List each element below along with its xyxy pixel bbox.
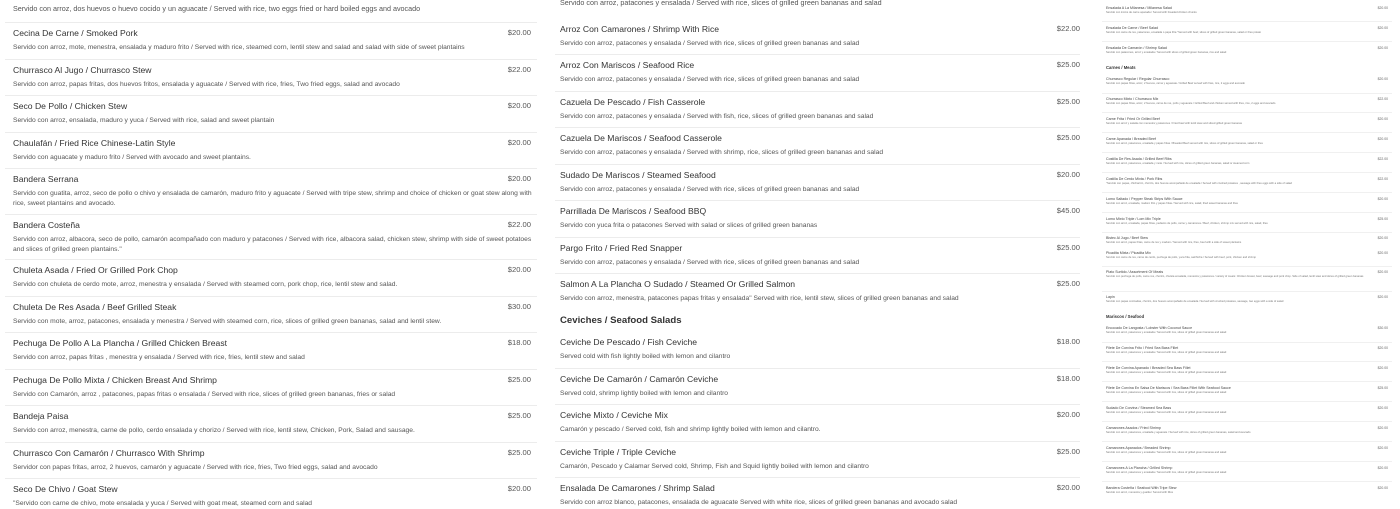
item-price: $20.00 xyxy=(1377,117,1388,121)
menu-item-pechuga-mixta[interactable] xyxy=(13,375,537,400)
item-description: Servido con arroz, menestra y guatita / Served with Rice xyxy=(1106,491,1174,494)
item-description: Servido con arroz, patacones y ensalada / Served with rice, slices of grilled green bananas and salad xyxy=(1106,371,1227,374)
item-price: $20.00 xyxy=(507,28,531,37)
item-price: $25.00 xyxy=(1377,217,1388,221)
menu-item[interactable] xyxy=(1106,46,1388,55)
item-name: Chuleta Asada / Fried Or Grilled Pork Chop xyxy=(13,265,178,275)
menu-item-ceviche-triple[interactable] xyxy=(560,447,1080,472)
item-description: Servido con mote, arroz, patacones, ensalada y menestra / Served with steamed corn, rice, slices of grilled green bananas, salad and lentil stew. xyxy=(13,318,442,325)
item-description: Servido con arroz, patacones y ensalada / Served with rice, slices of grilled green bananas and salad xyxy=(1106,391,1227,394)
menu-item[interactable] xyxy=(1106,97,1388,106)
item-price: $20.00 xyxy=(1377,46,1388,50)
item-name: Costilla De Cerdo Mixta / Pork Ribs xyxy=(1106,177,1163,181)
menu-item-bandera-costena[interactable] xyxy=(13,220,537,255)
item-name: Camarones A La Plancha / Grilled Shrimp xyxy=(1106,466,1173,470)
item-description: Servidor con papas fritas, arroz, 2 huevos, camarón y aguacate / Served with rice, fries, Two fried eggs, salad and avocado xyxy=(13,464,378,471)
item-price: $18.00 xyxy=(1056,337,1080,346)
section-title: Carnes / Meats xyxy=(1106,65,1136,70)
item-name: Cazuela De Mariscos / Seafood Casserole xyxy=(560,133,722,143)
item-name: Ensalada De Camarones / Shrimp Salad xyxy=(560,483,715,493)
menu-column-middle xyxy=(555,0,1085,506)
item-price: $22.00 xyxy=(1377,97,1388,101)
item-price: $18.00 xyxy=(507,338,531,347)
item-name: Plato Surtido / Assortment Of Meats xyxy=(1106,270,1164,274)
menu-item-sudado-mariscos[interactable] xyxy=(560,170,1080,195)
item-description: "Servido con papas, chicharrón, chorizo, dos huevos acompañado de ensalada / Served with crushed potatoes , sausage with fries eggs with a side of salad xyxy=(1106,182,1292,185)
menu-item-pargo-frito[interactable] xyxy=(560,243,1080,268)
menu-item[interactable] xyxy=(1106,486,1388,495)
menu-item[interactable] xyxy=(1106,386,1388,395)
section-title: Mariscos / Seafood xyxy=(1106,314,1145,319)
item-description: Servido con arroz, patacones, ensalada y mote / Served with rice, slices of grilled green bananas, salad or steamed corn xyxy=(1106,162,1250,165)
menu-item-bandera-serrana[interactable] xyxy=(13,174,537,209)
item-description: Servido con arroz, patacones y ensalada / Served with rice, slices of grilled green bananas and salad xyxy=(560,0,882,7)
menu-item[interactable] xyxy=(1106,157,1388,166)
item-name: Churrasco Mixto / Churrasco Mix xyxy=(1106,97,1159,101)
item-name: Lomo Saltado / Pepper Steak Strips With Sauce xyxy=(1106,197,1183,201)
item-price: $20.00 xyxy=(1377,236,1388,240)
item-price: $22.00 xyxy=(507,65,531,74)
item-name: Ceviche De Camarón / Camarón Ceviche xyxy=(560,374,719,384)
item-price: $20.00 xyxy=(1377,197,1388,201)
item-description: Served cold with fish lightly boiled with lemon and cilantro xyxy=(560,353,731,360)
item-description: Servido con arroz, papas fritas, carne de res y maduro / Served with rice, fries, beef with a side of sweet plantains xyxy=(1106,241,1242,244)
item-price: $25.00 xyxy=(1056,60,1080,69)
menu-item[interactable] xyxy=(1106,217,1388,226)
item-price: $20.00 xyxy=(1056,410,1080,419)
item-description: "Servido con carne de chivo, mote ensalada y yuca / Served with goat meat, steamed corn and salad xyxy=(13,500,313,507)
item-description: Servido con arroz, patacones, ensalada y aguacate / Served with rice, slices of grilled green bananas, salad and avocado xyxy=(1106,431,1251,434)
item-name: Cecina De Carne / Smoked Pork xyxy=(13,28,138,38)
item-description: Servido con arroz, dos huevos o huevo cocido y un aguacate / Served with rice, two eggs fried or hard boiled eggs and avocado xyxy=(13,4,421,13)
item-name: Bandera Costeña / Seafood With Tripe Stew xyxy=(1106,486,1177,490)
item-price: $25.00 xyxy=(1056,243,1080,252)
item-price: $20.00 xyxy=(1377,251,1388,255)
item-price: $20.00 xyxy=(1377,295,1388,299)
item-price: $20.00 xyxy=(1056,170,1080,179)
item-price: $20.00 xyxy=(1377,486,1388,490)
item-description: Servido con chuleta de cerdo mote, arroz, menestra y ensalada / Served with steamed corn, pork chop, rice, lentil stew and salad. xyxy=(13,281,398,288)
item-name: Seco De Pollo / Chicken Stew xyxy=(13,101,128,111)
item-description: Servido con carne de res, patacones, ensalada o papa frita "Served with beef, slices of grilled green bananas, salad or fries potato xyxy=(1106,31,1261,34)
item-description: Servido con Camarón, arroz , patacones, papas fritas o ensalada / Served with rice, slices of grilled green bananas, fries or salad xyxy=(13,391,396,398)
menu-item[interactable] xyxy=(1106,270,1388,279)
item-price: $20.00 xyxy=(1377,406,1388,410)
item-name: Arroz Con Camarones / Shrimp With Rice xyxy=(560,24,720,34)
item-price: $20.00 xyxy=(1056,483,1080,492)
item-name: Sudado De Mariscos / Steamed Seafood xyxy=(560,170,716,180)
item-description: Servido con arroz, patacones y ensalada / Served with rice, slices of grilled green bananas and salad xyxy=(1106,471,1227,474)
menu-column-right xyxy=(1100,0,1395,500)
menu-item-churrasco-camaron[interactable] xyxy=(13,448,537,473)
item-name: Churrasco Con Camarón / Churrasco With Shrimp xyxy=(13,448,205,458)
menu-item[interactable] xyxy=(1106,446,1388,455)
menu-item-ceviche-pescado[interactable] xyxy=(560,337,1080,362)
item-name: Filete De Corvina Apanado / Breaded Sea Bass Fillet xyxy=(1106,366,1191,370)
menu-item-parrillada-mariscos[interactable] xyxy=(560,206,1080,231)
item-name: Pargo Frito / Fried Red Snapper xyxy=(560,243,683,253)
item-price: $25.00 xyxy=(1056,133,1080,142)
menu-item-ceviche-mixto[interactable] xyxy=(560,410,1080,435)
item-description: Servido con arroz, ensalada, maduro frito y papas fritas / Served with rice, salad, fried sweet bananas and fries xyxy=(1106,202,1238,205)
item-price: $30.00 xyxy=(1377,326,1388,330)
item-description: Servido con arroz, patacones, ensalada y papas fritas / Breaded Beef served with rice, slices of grilled green bananas, salad or fries xyxy=(1106,142,1263,145)
item-name: Bandeja Paisa xyxy=(13,411,69,421)
item-price: $30.00 xyxy=(507,302,531,311)
item-description: Servido con arroz, ensalada, papas fritas, pedazos de pollo, carne y camarones / Beef, chicken, shrimp mix served with rice, salad, fries xyxy=(1106,222,1268,225)
item-description: Servido con arroz, menestra, carne de pollo, cerdo ensalada y chorizo / Served with rice, lentil stew, Chicken, Pork, Salad and sausage. xyxy=(13,427,415,434)
menu-item-pechuga-plancha[interactable] xyxy=(13,338,537,363)
menu-item[interactable] xyxy=(1106,346,1388,355)
menu-item[interactable] xyxy=(1106,177,1388,186)
item-price: $20.00 xyxy=(507,138,531,147)
menu-item-cazuela-mariscos[interactable] xyxy=(560,133,1080,158)
item-description: Servido con guatita, arroz, seco de pollo o chivo y ensalada de camarón, maduro frito y aguacate / Served with tripe stew, shrimp and choice of chicken or goat stew along with rice, sweet plantains and avocado. xyxy=(13,190,532,208)
item-description: Servido con arroz, patacones y ensalada / Served with rice, slices of grilled green bananas and salad xyxy=(1106,451,1227,454)
menu-item[interactable] xyxy=(1106,426,1388,435)
item-name: Camarones Apanados / Breaded Shrimp xyxy=(1106,446,1171,450)
item-name: Sudado De Corvina / Steamed Sea Bass xyxy=(1106,406,1172,410)
item-name: Salmon A La Plancha O Sudado / Steamed Or Grilled Salmon xyxy=(560,279,796,289)
item-price: $20.00 xyxy=(507,174,531,183)
item-price: $20.00 xyxy=(1377,346,1388,350)
item-description: Servido con arroz, patacones y ensalada / Served with rice, slices of grilled green bananas and salad xyxy=(560,40,860,47)
item-price: $20.00 xyxy=(1377,6,1388,10)
item-name: Ceviche Triple / Triple Ceviche xyxy=(560,447,677,457)
menu-item-churrasco-al-jugo[interactable] xyxy=(13,65,537,90)
item-price: $25.00 xyxy=(1377,386,1388,390)
item-price: $25.00 xyxy=(507,375,531,384)
item-description: Servido con arroz, patacones y ensalada / Served with rice, slices of grilled green bananas and salad xyxy=(1106,411,1227,414)
item-name: Carne Apanada / Breaded Beef xyxy=(1106,137,1156,141)
menu-item-seco-de-chivo[interactable] xyxy=(13,484,537,509)
item-price: $18.00 xyxy=(1056,374,1080,383)
item-name: Ensalada A La Milanesa / Milanesa Salad xyxy=(1106,6,1172,10)
item-description: Servido con arroz, ensalada, maduro y yuca / Served with rice, salad and sweet plantain xyxy=(13,117,275,124)
menu-item[interactable] xyxy=(1106,406,1388,415)
item-description: Servido con arroz, papas fritas , menestra y ensalada / Served with rice, fries, lentil stew and salad xyxy=(13,354,305,361)
item-name: Churrasco Regular / Regular Churrasco xyxy=(1106,77,1170,81)
menu-item[interactable] xyxy=(1106,236,1388,245)
item-price: $20.00 xyxy=(1377,426,1388,430)
item-name: Cazuela De Pescado / Fish Casserole xyxy=(560,97,706,107)
menu-item[interactable] xyxy=(1106,326,1388,335)
item-description: Servido con papas cocinadas, chorizo, dos huevos acompañado de ensalada / Served with crushed potatoes, sausage, two eggs with a side of salad xyxy=(1106,300,1284,303)
menu-item-chuleta-de-res[interactable] xyxy=(13,302,537,327)
item-name: Costilla De Res Asada / Grilled Beef Ribs xyxy=(1106,157,1172,161)
item-name: Ensalada De Carne / Beef Salad xyxy=(1106,26,1158,30)
item-price: $20.00 xyxy=(1377,366,1388,370)
menu-item-arroz-mariscos[interactable] xyxy=(560,60,1080,85)
menu-item[interactable] xyxy=(1106,117,1388,126)
item-price: $25.00 xyxy=(1056,279,1080,288)
item-name: Chuleta De Res Asada / Beef Grilled Steak xyxy=(13,302,177,312)
item-price: $20.00 xyxy=(507,265,531,274)
item-name: Pechuga De Pollo Mixta / Chicken Breast And Shrimp xyxy=(13,375,217,385)
item-description: Servido con trozos de carne apanada / Served with breaded chicken chunks xyxy=(1106,11,1197,14)
item-description: Servido con arroz, papas fritas, dos huevos fritos, ensalada y aguacate / Served with rice, fries, Two fried eggs, salad and avocado xyxy=(13,81,400,88)
item-price: $20.00 xyxy=(507,484,531,493)
menu-item-chuleta-asada[interactable] xyxy=(13,265,537,290)
item-description: Servido con pechuga de pollo, carne res, chorizo, chuleta ensalada, menestra y patacones / variety of meats: Chicken breast, beef, sausage and pork chop. Side of salad, lentil stew and slices of grilled green bananas xyxy=(1106,275,1364,278)
item-description: Servido con papas fritas, arroz, 2 huevos, carne y aguacate / Grilled Beef served with fries, rice, 2 eggs and avocado xyxy=(1106,82,1245,85)
item-description: Servido con arroz, patacones y ensalada / Served with shrimp, rice, slices of grilled green bananas and salad xyxy=(560,149,884,156)
item-name: Encocado De Langosta / Lobster With Coconut Sauce xyxy=(1106,326,1193,330)
item-name: Seco De Chivo / Goat Stew xyxy=(13,484,118,494)
item-description: Servido con yuca frita o patacones Served with salad or slices of grilled green bananas xyxy=(560,222,818,229)
item-name: Chaulafán / Fried Rice Chinese-Latin Style xyxy=(13,138,176,148)
item-description: Servido con arroz, mote, menestra, ensalada y maduro frito / Served with rice, steamed corn, lentil stew and salad and salad with side of sweet plantains xyxy=(13,44,465,51)
item-price: $25.00 xyxy=(507,411,531,420)
item-price: $25.00 xyxy=(1056,97,1080,106)
item-description: Servido con arroz, albacora, seco de pollo, camarón acompañado con maduro y patacones / Served with rice, albacora salad, chicken stew, shrimp with side of sweet potatoes and slices of grilled green plantains." xyxy=(13,236,532,254)
item-name: Camarones Asados / Fried Shrimp xyxy=(1106,426,1161,430)
menu-item-seco-de-pollo[interactable] xyxy=(13,101,537,126)
menu-column-left xyxy=(5,0,537,507)
item-description: Served cold, shrimp lightly boiled with lemon and cilantro xyxy=(560,390,729,397)
menu-item[interactable] xyxy=(1106,77,1388,86)
item-price: $20.00 xyxy=(1377,446,1388,450)
menu-item-salmon[interactable] xyxy=(560,279,1080,304)
item-description: Servido con carne de res, carne de cerdo, pechuga de pollo, yuca frita, salchicha / Served with beef, pork, chicken and shrimp xyxy=(1106,256,1256,259)
item-description: Servido con arroz, patacones y ensalada / Served with rice, slices of grilled green bananas and salad xyxy=(560,259,860,266)
menu-item-ceviche-camaron[interactable] xyxy=(560,374,1080,399)
item-description: Camarón, Pescado y Calamar Served cold, Shrimp, Fish and Squid lightly boiled with lemon and cilantro xyxy=(560,463,869,470)
item-name: Lomo Mixto Triple / Lom Mix Triple xyxy=(1106,217,1161,221)
menu-item-ensalada-camarones[interactable] xyxy=(560,483,1080,508)
item-price: $25.00 xyxy=(507,448,531,457)
item-description: Servido con patacones, arroz y ensalada / Served with slices of grilled green bananas, rice and salad xyxy=(1106,51,1227,54)
item-name: Filete De Corvina En Salsa De Mariscos / Sea Bass Fillet With Seafood Sauce xyxy=(1106,386,1231,390)
menu-item-chaulafan[interactable] xyxy=(13,138,537,163)
menu-item[interactable] xyxy=(1106,197,1388,206)
item-name: Carne Frita / Fried Or Grilled Beef xyxy=(1106,117,1160,121)
item-description: Servido con aguacate y maduro frito / Served with avocado and sweet plantains. xyxy=(13,154,251,161)
item-name: Ceviche Mixto / Ceviche Mix xyxy=(560,410,668,420)
item-description: Servido con arroz blanco, patacones, ensalada de aguacate Served with white rice, slices of grilled green bananas and avocado salad xyxy=(560,499,958,506)
item-description: Servido con arroz, patacones y ensalada / Served with rice, slices of grilled green bananas and salad xyxy=(560,76,860,83)
item-price: $20.00 xyxy=(1377,466,1388,470)
item-price: $20.00 xyxy=(1377,77,1388,81)
item-description: Servido con arroz, patacones y ensalada / Served with rice, slices of grilled green bananas and salad xyxy=(1106,331,1227,334)
item-name: Ensalada De Camarón / Shrimp Salad xyxy=(1106,46,1167,50)
item-description: Servido con arroz, patacones y ensalada / Served with fish, rice, slices of grilled green bananas and salad xyxy=(560,113,874,120)
item-price: $20.00 xyxy=(1377,137,1388,141)
menu-item-cazuela-pescado[interactable] xyxy=(560,97,1080,122)
item-name: Parrillada De Mariscos / Seafood BBQ xyxy=(560,206,707,216)
section-title: Ceviches / Seafood Salads xyxy=(560,315,682,326)
item-name: Bandera Costeña xyxy=(13,220,80,230)
item-name: Churrasco Al Jugo / Churrasco Stew xyxy=(13,65,152,75)
item-name: Arroz Con Mariscos / Seafood Rice xyxy=(560,60,695,70)
menu-item-arroz-camarones[interactable] xyxy=(560,24,1080,49)
item-price: $22.00 xyxy=(1377,177,1388,181)
item-price: $20.00 xyxy=(507,101,531,110)
menu-item[interactable] xyxy=(1106,366,1388,375)
item-description: Servido con arroz, menestra, patacones papas fritas y ensalada" Served with rice, lentil stew, slices of grilled green bananas and salad xyxy=(560,295,959,302)
item-price: $22.00 xyxy=(1377,157,1388,161)
menu-item[interactable] xyxy=(1106,137,1388,146)
menu-item[interactable] xyxy=(1106,466,1388,475)
item-name: Filete De Corvina Frito / Fried Sea Bass Fillet xyxy=(1106,346,1179,350)
item-price: $20.00 xyxy=(1377,26,1388,30)
item-description: Camarón y pescado / Served cold, fish and shrimp lightly boiled with lemon and cilantro. xyxy=(560,426,821,433)
item-name: Picadita Mixta / Picadita Mix xyxy=(1106,251,1151,255)
item-name: Lapin xyxy=(1106,295,1115,299)
item-description: Servido con arroz y salada con menestra y patacones / Fried beef with lentil stew and sliced grilled green bananas xyxy=(1106,122,1242,125)
item-price: $22.00 xyxy=(1056,24,1080,33)
item-name: Ceviche De Pescado / Fish Ceviche xyxy=(560,337,698,347)
item-price: $22.00 xyxy=(507,220,531,229)
item-name: Pechuga De Pollo A La Plancha / Grilled Chicken Breast xyxy=(13,338,228,348)
item-description: Servido con arroz, patacones y ensalada / Served with rice, slices of grilled green bananas and salad xyxy=(1106,351,1227,354)
menu-item[interactable] xyxy=(1106,251,1388,260)
menu-item-bandeja-paisa[interactable] xyxy=(13,411,537,436)
menu-item[interactable] xyxy=(1106,295,1388,304)
menu-item[interactable] xyxy=(1106,26,1388,35)
item-name: Bistec Al Jugo / Beef Stew xyxy=(1106,236,1148,240)
item-description: Servido con papas fritas, arroz, 2 huevos, carne de res, pollo y aguacate / Grilled Beef and chicken served with fries, rice, 2 eggs and avocado xyxy=(1106,102,1276,105)
item-price: $45.00 xyxy=(1056,206,1080,215)
item-price: $25.00 xyxy=(1056,447,1080,456)
menu-item[interactable] xyxy=(1106,6,1388,15)
item-description: Servido con arroz, patacones y ensalada / Served with rice, slices of grilled green bananas and salad xyxy=(560,186,860,193)
menu-item-cecina[interactable] xyxy=(13,28,537,53)
item-name: Bandera Serrana xyxy=(13,174,79,184)
item-price: $20.00 xyxy=(1377,270,1388,274)
